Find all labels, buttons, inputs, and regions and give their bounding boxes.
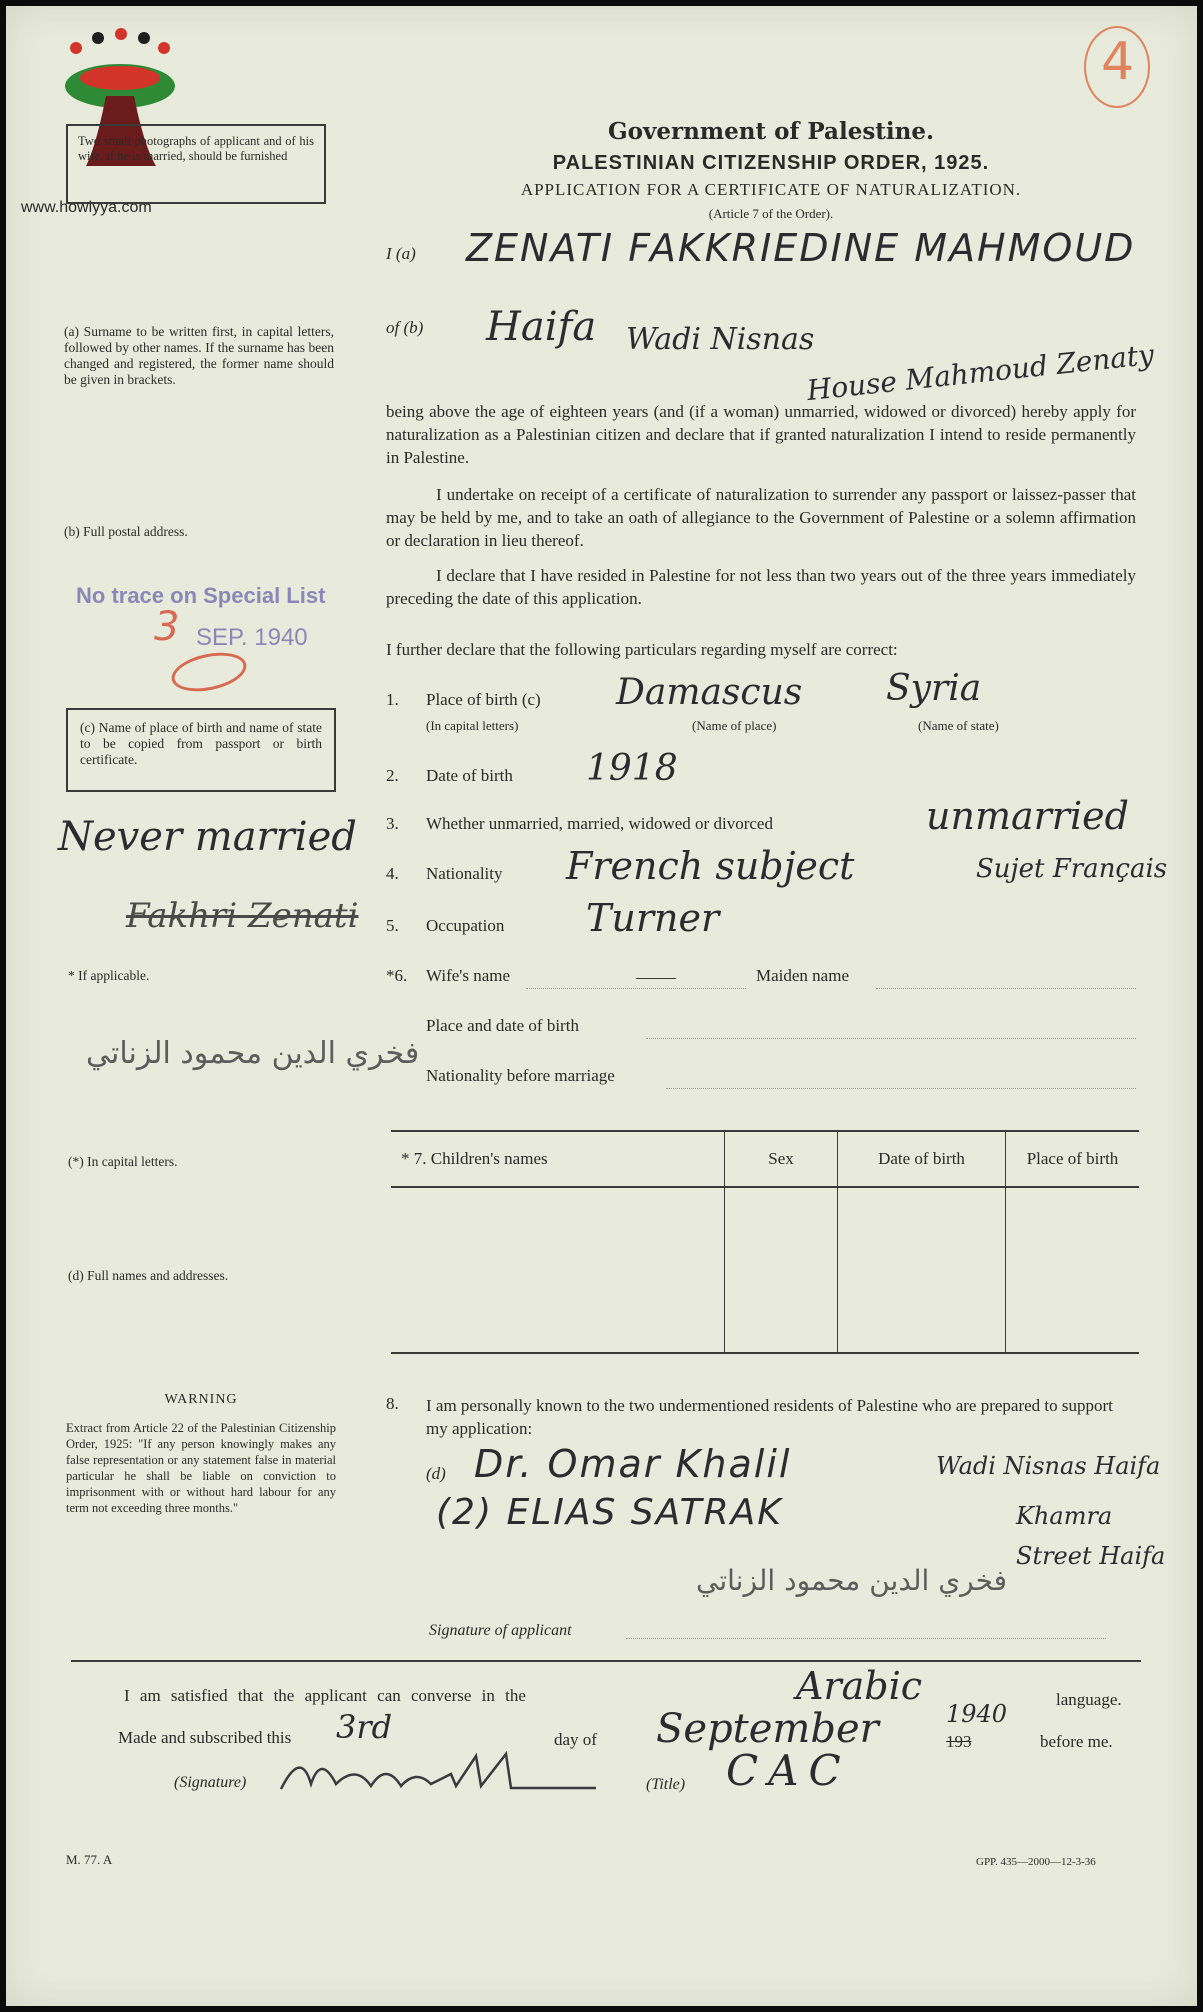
margin-note-a: (a) Surname to be written first, in capital letters, followed by other names. If the surname has been changed and registered, the former name should be given in brackets. [64,324,334,387]
wife-name-label: Wife's name [426,966,511,985]
item-5-number: 5. [386,916,399,935]
marital-value: unmarried [926,794,1129,838]
birth-place-label: Place of birth (c) [426,690,541,709]
item-4-number: 4. [386,864,399,883]
nationality-label: Nationality [426,864,503,883]
day-value: 3rd [336,1708,393,1746]
stamp-date: SEP. 1940 [196,624,308,651]
watermark-url: www.howiyya.com [21,199,152,216]
dob-value: 1918 [586,748,678,789]
footer-separator [71,1660,1141,1662]
officer-signature-scrawl [276,1744,606,1809]
marital-label: Whether unmarried, married, widowed or divorced [426,814,773,833]
paragraph-residence: I declare that I have resided in Palestine for not less than two years out of the three years immediately preceding the date of this application. [386,566,1136,608]
children-names-cell [391,1187,725,1353]
header-article: (Article 7 of the Order). [708,206,834,221]
item-3-number: 3. [386,814,399,833]
form-code: M. 77. A [66,1852,113,1867]
converse-text: I am satisfied that the applicant can converse in the [124,1686,526,1705]
occupation-label: Occupation [426,916,505,935]
stamp-no-trace: No trace on Special List [76,583,326,608]
item-6-number: *6. [386,966,408,985]
margin-note-b: (b) Full postal address. [64,524,188,539]
children-table-wrap [391,1130,1139,1354]
language-label: language. [1056,1690,1122,1709]
signature-label: Signature of applicant [429,1622,572,1639]
photo-note-box [66,124,326,204]
name-label: I (a) [386,244,416,263]
wife-birth-dotted [646,1038,1136,1039]
document-page [6,6,1197,2006]
wife-name-dash [636,978,676,979]
caps-hint: (In capital letters) [426,718,519,733]
applicant-arabic-signature: فخري الدين محمود الزناتي [696,1564,1008,1597]
title-value: CAC [726,1746,851,1795]
occupation-value: Turner [586,896,720,940]
item-1-number: 1. [386,690,399,709]
address-line-2: Wadi Nisnas [626,322,815,357]
wife-name-dotted [526,988,746,989]
title-label: (Title) [646,1776,686,1793]
wife-nationality-label: Nationality before marriage [426,1066,615,1085]
signature-officer-label: (Signature) [174,1774,247,1791]
applicant-name: ZENATI FAKKRIEDINE MAHMOUD [466,226,1136,270]
dob-label: Date of birth [426,766,513,785]
header-order: PALESTINIAN CITIZENSHIP ORDER, 1925. [552,152,990,174]
col-place-of-birth: Place of birth [1006,1131,1140,1187]
item-2-number: 2. [386,766,399,785]
arabic-name-margin: فخري الدين محمود الزناتي [86,1036,420,1071]
col-date-of-birth: Date of birth [838,1131,1006,1187]
stamp-day: 3 [154,604,180,650]
header-application: APPLICATION FOR A CERTIFICATE OF NATURALIZATION. [520,180,1022,199]
birth-state-value: Syria [886,668,982,709]
year-print: 193 [946,1732,972,1751]
margin-note-caps: (*) In capital letters. [68,1154,178,1169]
year-value: 1940 [946,1700,1008,1728]
birth-place-value: Damascus [616,672,803,713]
margin-note-c: (c) Name of place of birth and name of state to be copied from passport or birth certificate. [80,720,322,767]
col-sex: Sex [725,1131,838,1187]
margin-note-star: * If applicable. [68,968,150,983]
wife-nationality-dotted [666,1088,1136,1089]
signature-dotted [626,1638,1106,1639]
address-label: of (b) [386,318,424,337]
nationality-value: French subject [566,844,855,888]
maiden-name-dotted [876,988,1136,989]
reference-2-name: (2) ELIAS SATRAK [436,1492,783,1533]
margin-name: Fakhri Zenati [126,896,359,936]
paragraph-eligibility: being above the age of eighteen years (and (if a woman) unmarried, widowed or divorced) hereby apply for naturalization as a Palestinian citizen and declare that if granted naturalization I intend to reside permanently in Palestine. [386,402,1136,467]
maiden-name-label: Maiden name [756,966,849,985]
marital-margin-note: Never married [58,814,357,860]
margin-note-d: (d) Full names and addresses. [68,1268,229,1283]
photo-note-text: Two small photographs of applicant and of his wife, if he is married, should be furnished [78,134,314,163]
place-hint: (Name of place) [692,718,777,733]
dob-cell [838,1187,1006,1353]
page-number: 4 [1101,32,1135,92]
col-children-names: * 7. Children's names [401,1149,548,1168]
nationality-french: Sujet Français [976,854,1168,884]
ref-d-label: (d) [426,1464,446,1483]
print-code: GPP. 435—2000—12-3-36 [976,1856,1096,1868]
margin-note-c-box [66,708,336,792]
officer-signature-icon [276,1744,606,1804]
sex-cell [725,1187,838,1353]
red-pencil-mark [168,646,250,697]
reference-1-name: Dr. Omar Khalil [474,1442,792,1486]
item-8-number: 8. [386,1394,399,1413]
wife-birth-label: Place and date of birth [426,1016,579,1035]
children-table [391,1130,1139,1354]
before-me-label: before me. [1040,1732,1113,1751]
warning-text: Extract from Article 22 of the Palestinian Citizenship Order, 1925: "If any person knowingly makes any false representation or any statement false in material particular he shall be liable on conviction to imprisonment with or without hard labour for any term not exceeding three months." [66,1421,336,1515]
address-line-1: Haifa [486,304,597,350]
month-value: September [656,1706,879,1752]
paragraph-further: I further declare that the following particulars regarding myself are correct: [386,640,898,659]
language-value: Arabic [796,1664,923,1708]
day-of-label: day of [554,1730,597,1749]
state-hint: (Name of state) [918,718,999,733]
reference-1-address: Wadi Nisnas Haifa [936,1452,1161,1480]
header-gov: Government of Palestine. [607,118,934,145]
address-line-3: House Mahmoud Zenaty [805,337,1156,408]
reference-2-address: Khamra Street Haifa [1016,1502,1166,1570]
warning-title: WARNING [164,1392,238,1407]
references-text: I am personally known to the two undermentioned residents of Palestine who are prepared to support my application: [426,1396,1113,1438]
paragraph-passport: I undertake on receipt of a certificate of naturalization to surrender any passport or laissez-passer that may be held by me, and to take an oath of allegiance to the Government of Palestine or a solemn affirmation or declaration in lieu thereof. [386,485,1136,550]
pob-cell [1006,1187,1140,1353]
made-subscribed-label: Made and subscribed this [118,1728,292,1747]
